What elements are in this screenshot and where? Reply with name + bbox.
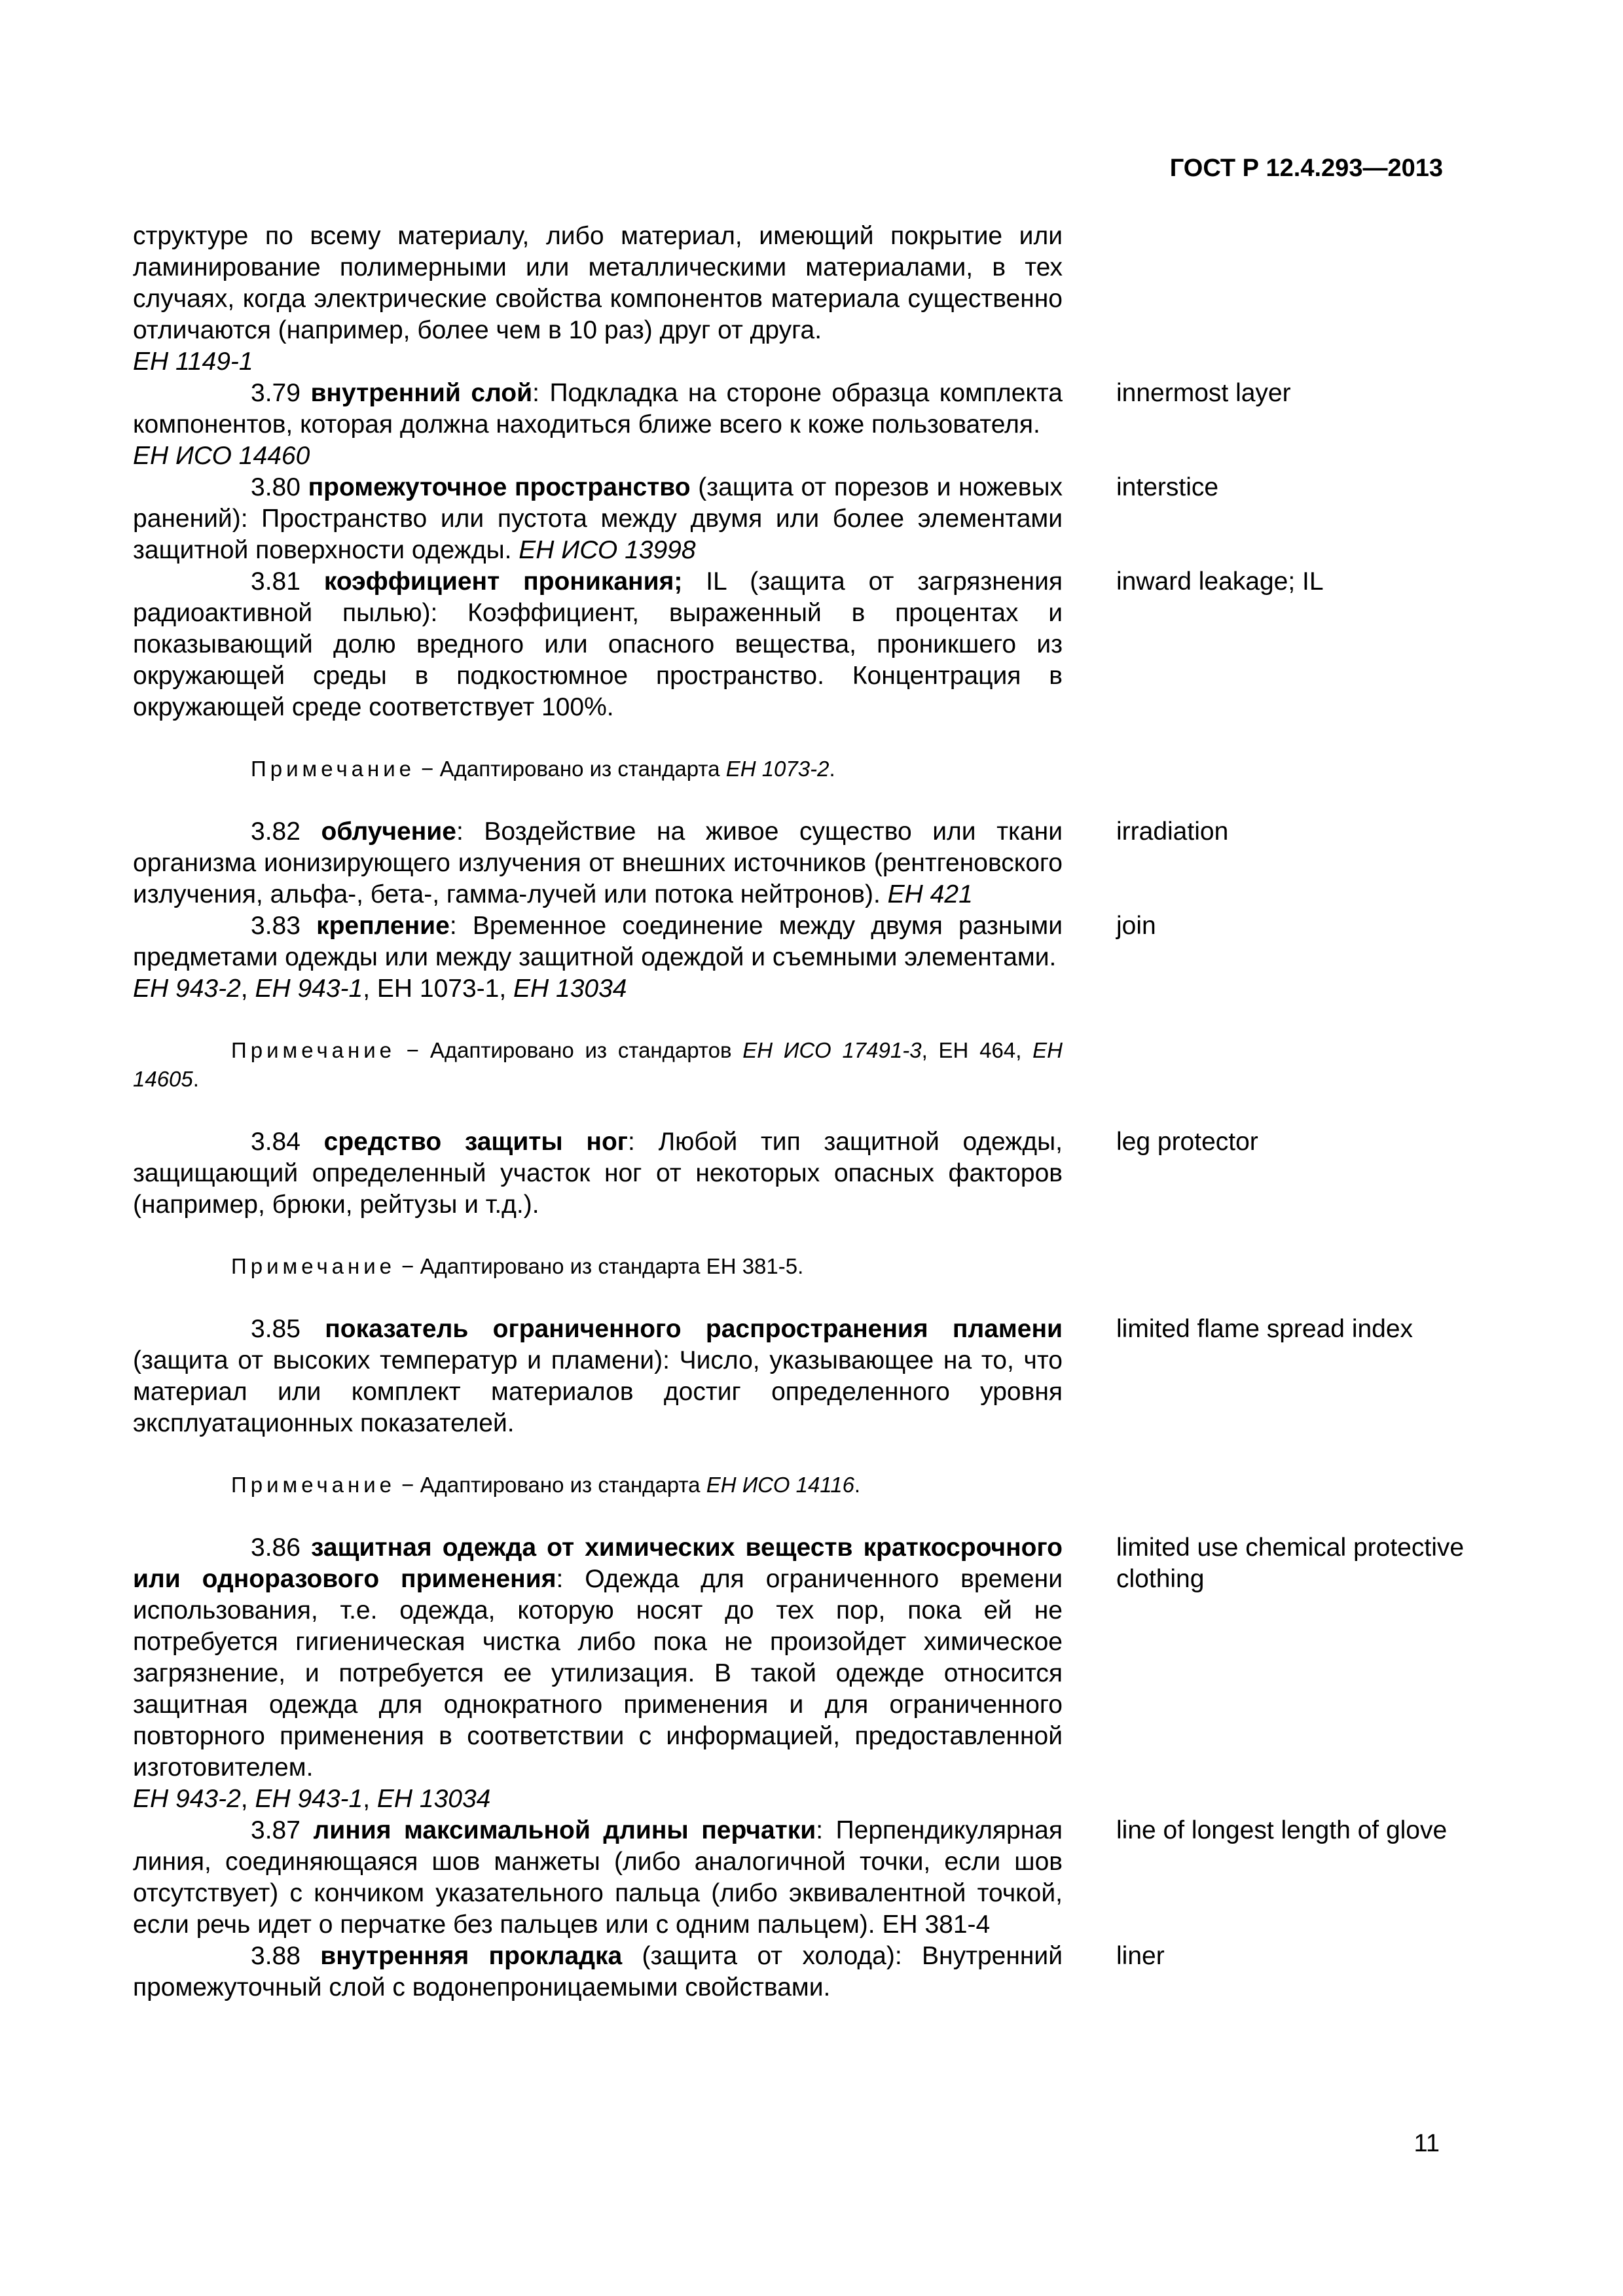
entry-definition: Временное соединение между двумя разными предметами одежды или между защитной одеждой и съемными элементами.	[133, 912, 1063, 971]
entry-text	[133, 566, 1063, 723]
entry-number: 3.83	[251, 912, 301, 940]
entry-en-term: irradiation	[1116, 817, 1229, 846]
entry-term: средство защиты ног	[323, 1128, 629, 1156]
entry-ref-sep: ,	[363, 1785, 377, 1813]
note-ref: ЕН ИСО 14116	[706, 1473, 854, 1497]
entry-ref-plain: , ЕН 1073-1,	[363, 975, 513, 1003]
entry-ref-sep: ,	[240, 975, 255, 1003]
entry-3-79	[133, 378, 1482, 472]
entry-sep: :	[628, 1128, 635, 1156]
note-label: Примечание	[231, 1473, 396, 1497]
entry-sep: :	[456, 817, 464, 846]
entry-text	[133, 378, 1063, 472]
entry-3-87	[133, 1815, 1482, 1941]
note-2	[133, 1036, 1063, 1094]
entry-term: показатель ограниченного распространения пламени	[325, 1315, 1063, 1343]
document-body	[133, 221, 1482, 2003]
entry-number: 3.84	[251, 1128, 301, 1156]
entry-text	[133, 1532, 1063, 1815]
entry-en-term: interstice	[1116, 473, 1219, 501]
note-end: .	[192, 1067, 199, 1091]
note-3	[133, 1252, 1063, 1281]
intro-row	[133, 221, 1482, 378]
entry-text	[133, 816, 1063, 910]
entry-number: 3.81	[251, 567, 301, 596]
entry-3-84	[133, 1126, 1482, 1221]
intro-body: структуре по всему материалу, либо материал, имеющий покрытие или ламинирование полимерными или металлическими материалами, в тех случаях, когда электрические свойства компонентов материала существенно отличаются (например, более чем в 10 раз) друг от друга.	[133, 222, 1063, 344]
intro-en	[1116, 221, 1470, 378]
entry-en-term: leg protector	[1116, 1128, 1258, 1156]
entry-ref-line	[133, 973, 1063, 1005]
note-label: Примечание	[251, 757, 416, 781]
entry-definition: Любой тип защитной одежды, защищающий определенный участок ног от некоторых опасных факторов (например, брюки, рейтузы и т.д.).	[133, 1128, 1063, 1219]
entry-sep: :	[449, 912, 457, 940]
entry-number: 3.86	[251, 1534, 301, 1562]
entry-ref: ЕН 13034	[376, 1785, 491, 1813]
entry-3-86	[133, 1532, 1482, 1815]
note-text: − Адаптировано из стандарта	[395, 1473, 706, 1497]
note-text: − Адаптировано из стандартов	[395, 1038, 743, 1062]
intro-text	[133, 221, 1063, 378]
entry-text	[133, 1815, 1063, 1941]
entry-3-81	[133, 566, 1482, 723]
entry-term: коэффициент проникания;	[323, 567, 683, 596]
entry-en-term: limited use chemical protective clothing	[1116, 1534, 1465, 1593]
entry-ref: ЕН 943-2	[133, 1785, 241, 1813]
note-1	[133, 755, 1063, 783]
entry-en-term: inward leakage; IL	[1116, 567, 1324, 596]
note-label: Примечание	[231, 1038, 396, 1062]
note-ref: ЕН 14605	[133, 1038, 1063, 1091]
entry-definition: Перпендикулярная линия, соединяющаяся шов манжеты (либо аналогичной точки, если шов отсутствует) с кончиком указательного пальца (либо эквивалентной точкой, если речь идет о перчатке без пальцев или с одним пальцем). ЕН 381-4	[133, 1816, 1063, 1939]
note-ref: ЕН ИСО 17491-3	[742, 1038, 922, 1062]
entry-text	[133, 910, 1063, 1005]
entry-sep: :	[532, 379, 539, 407]
note-text: − Адаптировано из стандарта	[415, 757, 726, 781]
page-number: 11	[1413, 2130, 1440, 2157]
entry-term: линия максимальной длины перчатки	[313, 1816, 816, 1844]
entry-definition: Одежда для ограниченного времени использования, т.е. одежда, которую носят до тех пор, пока ей не потребуется гигиеническая чистка либо пока не произойдет химическое загрязнение, и потребуется ее утилизация. В такой одежде относится защитная одежда для однократного применения и для ограниченного повторного применения в соответствии с информацией, предоставленной изготовителем.	[133, 1565, 1063, 1782]
note-ref: ЕН 1073-2	[725, 757, 830, 781]
entry-term: промежуточное пространство	[308, 473, 691, 501]
entry-definition: (защита от порезов и ножевых ранений): Пространство или пустота между двумя или более элементами защитной поверхности одежды.	[133, 473, 1063, 564]
entry-definition: IL (защита от загрязнения радиоактивной пылью): Коэффициент, выраженный в процентах и показывающий долю вредного или опасного вещества, проникшего из окружающей среды в подкостюмное пространство. Концентрация в окружающей среде соответствует 100%.	[133, 567, 1063, 721]
entry-text	[133, 1314, 1063, 1439]
entry-term: защитная одежда от химических веществ краткосрочного или одноразового применения	[133, 1534, 1063, 1593]
entry-en-term: innermost layer	[1116, 379, 1291, 407]
entry-en-term: line of longest length of glove	[1116, 1816, 1448, 1844]
entry-ref: ЕН 943-2	[133, 975, 241, 1003]
entry-3-85	[133, 1314, 1482, 1439]
entry-3-83	[133, 910, 1482, 1005]
entry-definition: Воздействие на живое существо или ткани организма ионизирующего излучения от внешних источников (рентгеновского излучения, альфа-, бета-, гамма-лучей или потока нейтронов).	[133, 817, 1063, 908]
entry-text	[133, 472, 1063, 566]
entry-definition: (защита от холода): Внутренний промежуточный слой с водонепроницаемыми свойствами.	[133, 1942, 1063, 2001]
entry-ref: ЕН ИСО 14460	[133, 442, 310, 470]
entry-ref-sep: ,	[240, 1785, 255, 1813]
document-header: ГОСТ Р 12.4.293—2013	[1169, 154, 1443, 182]
entry-term: крепление	[316, 912, 450, 940]
entry-ref: ЕН 943-1	[255, 975, 363, 1003]
entry-ref-line	[133, 1784, 1063, 1815]
entry-3-88	[133, 1941, 1482, 2003]
entry-en-term: limited flame spread index	[1116, 1315, 1413, 1343]
entry-term: внутренняя прокладка	[320, 1942, 623, 1970]
entry-definition: Подкладка на стороне образца комплекта компонентов, которая должна находиться ближе всего к коже пользователя.	[133, 379, 1063, 439]
entry-term: внутренний слой	[310, 379, 533, 407]
entry-number: 3.79	[251, 379, 301, 407]
entry-ref: ЕН 13034	[513, 975, 627, 1003]
entry-number: 3.85	[251, 1315, 301, 1343]
note-4	[133, 1471, 1063, 1499]
entry-ref: ЕН ИСО 13998	[519, 536, 696, 564]
entry-en-term: join	[1116, 912, 1156, 940]
entry-term: облучение	[321, 817, 456, 846]
entry-ref: ЕН 421	[887, 880, 973, 908]
note-end: .	[829, 757, 835, 781]
entry-en-term: liner	[1116, 1942, 1165, 1970]
entry-sep: :	[816, 1816, 824, 1844]
entry-3-82	[133, 816, 1482, 910]
entry-3-80	[133, 472, 1482, 566]
entry-text	[133, 1126, 1063, 1221]
entry-ref: ЕН 943-1	[255, 1785, 363, 1813]
entry-number: 3.88	[251, 1942, 301, 1970]
note-text: − Адаптировано из стандарта ЕН 381-5.	[395, 1254, 804, 1278]
entry-number: 3.80	[251, 473, 301, 501]
note-label: Примечание	[231, 1254, 396, 1278]
entry-number: 3.82	[251, 817, 301, 846]
note-end: .	[854, 1473, 861, 1497]
note-text: , ЕН 464,	[921, 1038, 1033, 1062]
entry-definition: (защита от высоких температур и пламени): Число, указывающее на то, что материал или комплект материалов достиг определенного уровня эксплуатационных показателей.	[133, 1346, 1063, 1437]
entry-sep: :	[556, 1565, 564, 1593]
entry-text	[133, 1941, 1063, 2003]
entry-number: 3.87	[251, 1816, 301, 1844]
intro-ref: ЕН 1149-1	[133, 348, 253, 376]
